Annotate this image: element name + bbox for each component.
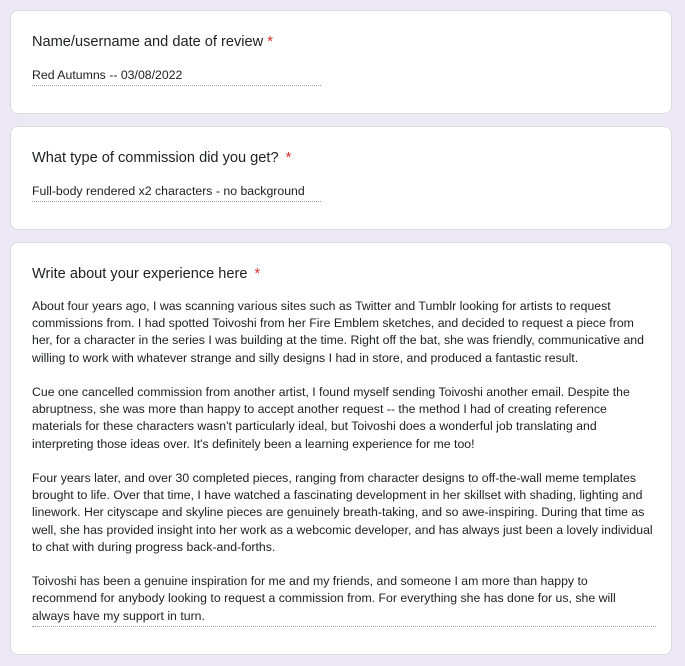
required-asterisk: *	[254, 266, 261, 282]
answer-paragraph: Four years later, and over 30 completed pieces, ranging from character designs to off-the-wall meme templates brought to life. Over that time, I have watched a fascinating development in her skillset with shading, lighting and linework. Her cityscape and skyline pieces are genuinely breath-taking, and so awe-inspiring. During that time as well, she has provided insight into her work as a webcomic developer, and has always just been a lovely individual to chat with during progress back-and-forths.	[32, 471, 653, 554]
experience-answer-textarea[interactable]	[32, 298, 656, 627]
question-title: Name/username and date of review *	[32, 34, 273, 50]
question-card-experience	[10, 242, 672, 655]
question-title: What type of commission did you get? *	[32, 150, 292, 166]
question-title: Write about your experience here *	[32, 266, 261, 282]
required-asterisk: *	[285, 150, 292, 166]
commission-type-answer-field[interactable]: Full-body rendered x2 characters - no background	[32, 183, 321, 202]
required-asterisk: *	[267, 34, 273, 50]
answer-paragraph: Toivoshi has been a genuine inspiration for me and my friends, and someone I am more than happy to recommend for anybody looking to request a commission from. For everything she has done for us, she will always have my support in turn.	[32, 574, 616, 623]
question-card-name-date	[10, 10, 672, 114]
question-card-commission-type	[10, 126, 672, 230]
answer-paragraph: Cue one cancelled commission from another artist, I found myself sending Toivoshi another email. Despite the abruptness, she was more than happy to accept another request -- the method I had of creating reference materials for these characters wasn't particularly ideal, but Toivoshi does a wonderful job translating and interpreting those ideas over. It's definitely been a learning experience for me too!	[32, 385, 630, 451]
name-date-answer-field[interactable]: Red Autumns -- 03/08/2022	[32, 67, 321, 86]
answer-paragraph: About four years ago, I was scanning various sites such as Twitter and Tumblr looking for artists to request commissions from. I had spotted Toivoshi from her Fire Emblem sketches, and decided to request a piece from her, for a character in the series I was building at the time. Right off the bat, she was friendly, communicative and willing to work with whatever strange and silly designs I had in store, and produced a fantastic result.	[32, 299, 644, 365]
